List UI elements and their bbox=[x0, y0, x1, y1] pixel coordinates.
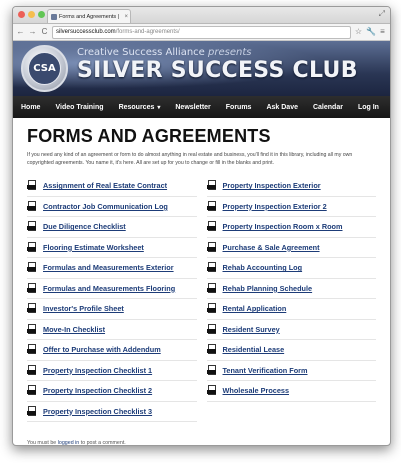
document-link[interactable]: Move-In Checklist bbox=[43, 324, 106, 334]
comment-note-suffix: to post a comment. bbox=[79, 440, 126, 446]
pdf-band-shape bbox=[27, 267, 36, 271]
document-link[interactable]: Formulas and Measurements Flooring bbox=[43, 283, 176, 293]
pdf-file-icon[interactable] bbox=[207, 221, 217, 232]
document-link[interactable]: Rehab Accounting Log bbox=[222, 263, 303, 273]
pdf-file-icon[interactable] bbox=[207, 324, 217, 335]
pdf-file-icon[interactable] bbox=[27, 262, 37, 273]
nav-label: Ask Dave bbox=[266, 103, 298, 111]
pdf-file-icon[interactable] bbox=[207, 365, 217, 376]
nav-label: Home bbox=[21, 103, 41, 111]
chevron-down-icon: ▾ bbox=[157, 104, 161, 111]
document-row bbox=[27, 197, 197, 218]
pdf-band-shape bbox=[207, 370, 216, 374]
login-link[interactable]: logged in bbox=[57, 440, 80, 446]
forward-icon[interactable]: → bbox=[28, 27, 37, 36]
nav-item-newsletter[interactable] bbox=[175, 104, 210, 111]
document-link[interactable]: Property Inspection Room x Room bbox=[222, 222, 343, 232]
nav-label: Forums bbox=[225, 103, 252, 111]
document-row bbox=[27, 361, 197, 382]
document-row bbox=[27, 176, 197, 197]
pdf-band-shape bbox=[27, 370, 36, 374]
url-host: silversuccessclub.com bbox=[56, 29, 116, 35]
intro-paragraph: If you need any kind of an agreement or form to do almost anything in real estate and business, you'll find it in this library, including all my own copyrighted agreements. You name it, it's here. All are set up for you to change or fill in the blanks and print. bbox=[27, 152, 353, 166]
pdf-band-shape bbox=[27, 247, 36, 251]
document-row bbox=[207, 217, 377, 238]
comment-note bbox=[27, 440, 376, 446]
bookmark-star-icon[interactable]: ☆ bbox=[354, 27, 363, 36]
pdf-file-icon[interactable] bbox=[27, 365, 37, 376]
zoom-window-button[interactable] bbox=[38, 11, 45, 18]
tab-bar bbox=[13, 7, 390, 24]
pdf-file-icon[interactable] bbox=[27, 180, 37, 191]
document-row bbox=[207, 381, 377, 402]
pdf-band-shape bbox=[27, 349, 36, 353]
pdf-band-shape bbox=[207, 349, 216, 353]
nav-item-ask-dave[interactable] bbox=[266, 104, 298, 111]
comment-note-prefix: You must be bbox=[27, 440, 58, 446]
document-row bbox=[207, 279, 377, 300]
document-link[interactable]: Residential Lease bbox=[222, 345, 285, 355]
nav-label: Newsletter bbox=[175, 103, 211, 111]
document-row bbox=[207, 238, 377, 259]
url-path: /forms-and-agreements/ bbox=[115, 29, 180, 35]
document-row bbox=[27, 279, 197, 300]
pdf-file-icon[interactable] bbox=[27, 303, 37, 314]
document-columns bbox=[27, 176, 376, 422]
pdf-band-shape bbox=[207, 288, 216, 292]
document-link[interactable]: Wholesale Process bbox=[222, 386, 290, 396]
nav-item-log-in[interactable] bbox=[358, 104, 379, 111]
nav-label: Video Training bbox=[55, 103, 104, 111]
pdf-band-shape bbox=[27, 390, 36, 394]
reload-icon[interactable]: C bbox=[41, 27, 48, 36]
pdf-file-icon[interactable] bbox=[27, 283, 37, 294]
document-link[interactable]: Assignment of Real Estate Contract bbox=[43, 181, 168, 191]
site-logo[interactable] bbox=[21, 45, 68, 92]
document-row bbox=[207, 340, 377, 361]
browser-tab[interactable] bbox=[47, 9, 131, 23]
pdf-band-shape bbox=[207, 185, 216, 189]
page-title: FORMS AND AGREEMENTS bbox=[27, 126, 271, 146]
wrench-icon[interactable]: 🔧 bbox=[366, 27, 376, 36]
browser-window bbox=[12, 6, 391, 446]
window-controls bbox=[18, 11, 45, 18]
document-row bbox=[207, 299, 377, 320]
document-link[interactable]: Flooring Estimate Worksheet bbox=[43, 242, 144, 252]
nav-item-home[interactable] bbox=[21, 104, 40, 111]
pdf-file-icon[interactable] bbox=[207, 242, 217, 253]
document-row bbox=[27, 258, 197, 279]
site-tagline bbox=[77, 47, 251, 58]
pdf-file-icon[interactable] bbox=[27, 201, 37, 212]
pdf-file-icon[interactable] bbox=[27, 406, 37, 417]
document-row bbox=[207, 258, 377, 279]
document-link[interactable]: Property Inspection Checklist 1 bbox=[43, 365, 153, 375]
document-row bbox=[27, 320, 197, 341]
document-row bbox=[207, 361, 377, 382]
document-row bbox=[27, 299, 197, 320]
fullscreen-icon[interactable]: ⤢ bbox=[378, 9, 385, 18]
document-row bbox=[27, 340, 197, 361]
pdf-band-shape bbox=[27, 308, 36, 312]
nav-label: Calendar bbox=[312, 103, 343, 111]
document-link[interactable]: Tenant Verification Form bbox=[222, 365, 308, 375]
main-nav bbox=[13, 96, 390, 118]
pdf-band-shape bbox=[27, 226, 36, 230]
pdf-file-icon[interactable] bbox=[207, 262, 217, 273]
document-column-left bbox=[27, 176, 197, 422]
nav-item-forums[interactable] bbox=[226, 104, 252, 111]
nav-item-video-training[interactable] bbox=[55, 104, 103, 111]
document-row bbox=[27, 381, 197, 402]
document-link[interactable]: Resident Survey bbox=[222, 324, 280, 334]
pdf-file-icon[interactable] bbox=[207, 283, 217, 294]
pdf-band-shape bbox=[207, 226, 216, 230]
pdf-file-icon[interactable] bbox=[207, 303, 217, 314]
back-icon[interactable]: ← bbox=[16, 27, 25, 36]
pdf-file-icon[interactable] bbox=[27, 221, 37, 232]
document-link[interactable]: Property Inspection Checklist 3 bbox=[43, 406, 153, 416]
site-title[interactable]: SILVER SUCCESS CLUB bbox=[77, 58, 358, 83]
document-column-right bbox=[207, 176, 377, 422]
pdf-band-shape bbox=[207, 390, 216, 394]
document-link[interactable]: Due Diligence Checklist bbox=[43, 222, 126, 232]
pdf-file-icon[interactable] bbox=[27, 385, 37, 396]
minimize-window-button[interactable] bbox=[28, 11, 35, 18]
document-link[interactable]: Rental Application bbox=[222, 304, 287, 314]
tagline-presents: presents bbox=[208, 47, 252, 58]
nav-label: Resources bbox=[118, 103, 155, 111]
nav-label: Log In bbox=[357, 103, 379, 111]
document-link[interactable]: Formulas and Measurements Exterior bbox=[43, 263, 174, 273]
document-row bbox=[27, 238, 197, 259]
logo-inner bbox=[28, 52, 61, 85]
document-row bbox=[207, 320, 377, 341]
pdf-file-icon[interactable] bbox=[27, 344, 37, 355]
pdf-file-icon[interactable] bbox=[27, 324, 37, 335]
document-row bbox=[207, 176, 377, 197]
pdf-band-shape bbox=[207, 206, 216, 210]
document-row bbox=[27, 217, 197, 238]
menu-icon[interactable]: ≡ bbox=[380, 27, 385, 36]
page-content bbox=[13, 118, 390, 446]
address-bar[interactable] bbox=[52, 26, 351, 39]
document-link[interactable]: Investor's Profile Sheet bbox=[43, 304, 124, 314]
logo-text: CSA bbox=[33, 63, 56, 74]
browser-toolbar bbox=[13, 24, 390, 41]
document-link[interactable]: Property Inspection Checklist 2 bbox=[43, 386, 153, 396]
pdf-file-icon[interactable] bbox=[207, 201, 217, 212]
nav-item-calendar[interactable] bbox=[313, 104, 343, 111]
pdf-file-icon[interactable] bbox=[27, 242, 37, 253]
nav-item-resources[interactable] bbox=[119, 104, 161, 111]
document-row bbox=[27, 402, 197, 423]
pdf-band-shape bbox=[27, 185, 36, 189]
pdf-band-shape bbox=[207, 267, 216, 271]
pdf-band-shape bbox=[27, 288, 36, 292]
pdf-band-shape bbox=[27, 329, 36, 333]
pdf-band-shape bbox=[207, 308, 216, 312]
document-row bbox=[207, 197, 377, 218]
site-header bbox=[13, 41, 390, 96]
pdf-band-shape bbox=[27, 411, 36, 415]
close-window-button[interactable] bbox=[18, 11, 25, 18]
document-link[interactable]: Offer to Purchase with Addendum bbox=[43, 345, 161, 355]
tagline-main: Creative Success Alliance bbox=[77, 47, 205, 58]
document-link[interactable]: Contractor Job Communication Log bbox=[43, 201, 168, 211]
pdf-band-shape bbox=[207, 247, 216, 251]
pdf-file-icon[interactable] bbox=[207, 385, 217, 396]
favicon-icon bbox=[51, 14, 57, 20]
document-link[interactable]: Rehab Planning Schedule bbox=[222, 283, 313, 293]
document-link[interactable]: Property Inspection Exterior 2 bbox=[222, 201, 327, 211]
pdf-band-shape bbox=[207, 329, 216, 333]
document-link[interactable]: Property Inspection Exterior bbox=[222, 181, 321, 191]
tab-close-icon[interactable]: × bbox=[124, 13, 128, 20]
pdf-band-shape bbox=[27, 206, 36, 210]
tab-title: Forms and Agreements | bbox=[59, 13, 120, 20]
pdf-file-icon[interactable] bbox=[207, 180, 217, 191]
document-link[interactable]: Purchase & Sale Agreement bbox=[222, 242, 320, 252]
pdf-file-icon[interactable] bbox=[207, 344, 217, 355]
